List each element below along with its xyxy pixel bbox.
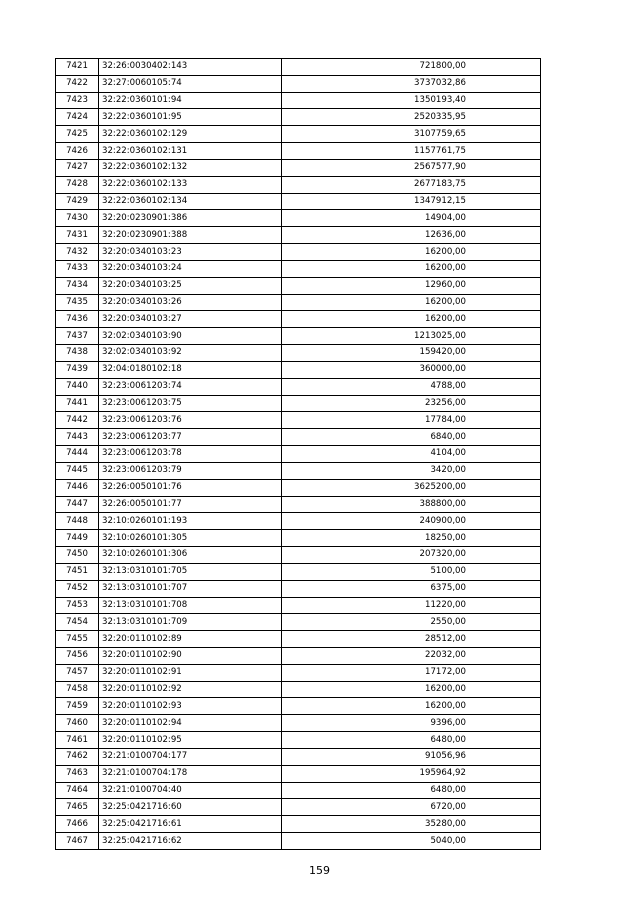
cadastral-value: 9396,00: [282, 715, 541, 732]
cadastral-value: 388800,00: [282, 496, 541, 513]
table-row: [56, 227, 541, 244]
cadastral-value: 1347912,15: [282, 193, 541, 210]
row-number: 7462: [56, 748, 99, 765]
cadastral-number: 32:22:0360102:129: [99, 126, 282, 143]
table-row: [56, 210, 541, 227]
cadastral-number: 32:13:0310101:705: [99, 563, 282, 580]
table-row: [56, 176, 541, 193]
table-row: [56, 159, 541, 176]
cadastral-value: 6480,00: [282, 782, 541, 799]
table-row: [56, 311, 541, 328]
row-number: 7426: [56, 143, 99, 160]
cadastral-value: 22032,00: [282, 647, 541, 664]
cadastral-number: 32:23:0061203:76: [99, 412, 282, 429]
cadastral-value: 207320,00: [282, 547, 541, 564]
cadastral-value: 16200,00: [282, 260, 541, 277]
row-number: 7425: [56, 126, 99, 143]
cadastral-value: 11220,00: [282, 597, 541, 614]
table-row: [56, 547, 541, 564]
table-row: [56, 748, 541, 765]
cadastral-value: 16200,00: [282, 698, 541, 715]
cadastral-number: 32:20:0340103:23: [99, 244, 282, 261]
row-number: 7460: [56, 715, 99, 732]
table-row: [56, 681, 541, 698]
table-row: [56, 126, 541, 143]
cadastral-number: 32:23:0061203:77: [99, 429, 282, 446]
table-row: [56, 92, 541, 109]
cadastral-number: 32:26:0030402:143: [99, 59, 282, 76]
table-row: [56, 446, 541, 463]
table-row: [56, 833, 541, 850]
row-number: 7438: [56, 345, 99, 362]
row-number: 7422: [56, 75, 99, 92]
row-number: 7448: [56, 513, 99, 530]
table-row: [56, 244, 541, 261]
table-row: [56, 631, 541, 648]
cadastral-number: 32:20:0340103:26: [99, 294, 282, 311]
row-number: 7465: [56, 799, 99, 816]
row-number: 7445: [56, 462, 99, 479]
row-number: 7424: [56, 109, 99, 126]
table-row: [56, 412, 541, 429]
row-number: 7457: [56, 664, 99, 681]
table-row: [56, 496, 541, 513]
row-number: 7434: [56, 277, 99, 294]
cadastral-number: 32:23:0061203:79: [99, 462, 282, 479]
cadastral-value: 3737032,86: [282, 75, 541, 92]
cadastral-value: 3420,00: [282, 462, 541, 479]
row-number: 7447: [56, 496, 99, 513]
cadastral-number: 32:21:0100704:178: [99, 765, 282, 782]
cadastral-number: 32:20:0230901:388: [99, 227, 282, 244]
cadastral-value: 16200,00: [282, 244, 541, 261]
row-number: 7458: [56, 681, 99, 698]
table-row: [56, 647, 541, 664]
table-row: [56, 429, 541, 446]
table-row: [56, 328, 541, 345]
cadastral-number: 32:20:0340103:24: [99, 260, 282, 277]
table-row: [56, 75, 541, 92]
cadastral-value: 12960,00: [282, 277, 541, 294]
row-number: 7464: [56, 782, 99, 799]
table-row: [56, 664, 541, 681]
cadastral-number: 32:22:0360102:131: [99, 143, 282, 160]
table-row: [56, 479, 541, 496]
cadastral-value: 1213025,00: [282, 328, 541, 345]
cadastral-value: 3625200,00: [282, 479, 541, 496]
cadastral-value: 28512,00: [282, 631, 541, 648]
table-row: [56, 715, 541, 732]
cadastral-value: 159420,00: [282, 345, 541, 362]
row-number: 7442: [56, 412, 99, 429]
cadastral-value: 240900,00: [282, 513, 541, 530]
table-row: [56, 59, 541, 76]
cadastral-value: 6840,00: [282, 429, 541, 446]
table-row: [56, 294, 541, 311]
table-row: [56, 563, 541, 580]
table-row: [56, 732, 541, 749]
cadastral-number: 32:02:0340103:92: [99, 345, 282, 362]
cadastral-value: 16200,00: [282, 681, 541, 698]
cadastral-value: 6375,00: [282, 580, 541, 597]
cadastral-number: 32:22:0360101:94: [99, 92, 282, 109]
cadastral-number: 32:20:0110102:94: [99, 715, 282, 732]
cadastral-value: 23256,00: [282, 395, 541, 412]
cadastral-number: 32:20:0340103:25: [99, 277, 282, 294]
table-row: [56, 614, 541, 631]
cadastral-value-table: [55, 58, 541, 850]
cadastral-value: 4104,00: [282, 446, 541, 463]
row-number: 7431: [56, 227, 99, 244]
table-row: [56, 260, 541, 277]
table-row: [56, 513, 541, 530]
row-number: 7449: [56, 530, 99, 547]
cadastral-value: 14904,00: [282, 210, 541, 227]
table-row: [56, 765, 541, 782]
cadastral-number: 32:25:0421716:61: [99, 816, 282, 833]
cadastral-number: 32:02:0340103:90: [99, 328, 282, 345]
cadastral-number: 32:21:0100704:177: [99, 748, 282, 765]
cadastral-value: 17172,00: [282, 664, 541, 681]
cadastral-number: 32:04:0180102:18: [99, 361, 282, 378]
cadastral-value: 12636,00: [282, 227, 541, 244]
row-number: 7456: [56, 647, 99, 664]
table-row: [56, 698, 541, 715]
table-row: [56, 361, 541, 378]
cadastral-value: 721800,00: [282, 59, 541, 76]
table-row: [56, 799, 541, 816]
row-number: 7429: [56, 193, 99, 210]
row-number: 7423: [56, 92, 99, 109]
table-row: [56, 395, 541, 412]
row-number: 7461: [56, 732, 99, 749]
cadastral-number: 32:21:0100704:40: [99, 782, 282, 799]
cadastral-number: 32:25:0421716:60: [99, 799, 282, 816]
cadastral-value: 360000,00: [282, 361, 541, 378]
cadastral-number: 32:20:0110102:90: [99, 647, 282, 664]
cadastral-value: 6720,00: [282, 799, 541, 816]
cadastral-number: 32:26:0050101:76: [99, 479, 282, 496]
row-number: 7433: [56, 260, 99, 277]
cadastral-number: 32:27:0060105:74: [99, 75, 282, 92]
table-row: [56, 378, 541, 395]
cadastral-value: 35280,00: [282, 816, 541, 833]
cadastral-value: 3107759,65: [282, 126, 541, 143]
row-number: 7421: [56, 59, 99, 76]
row-number: 7453: [56, 597, 99, 614]
table-row: [56, 597, 541, 614]
cadastral-number: 32:20:0340103:27: [99, 311, 282, 328]
cadastral-number: 32:22:0360101:95: [99, 109, 282, 126]
row-number: 7451: [56, 563, 99, 580]
table-row: [56, 782, 541, 799]
row-number: 7427: [56, 159, 99, 176]
cadastral-number: 32:10:0260101:305: [99, 530, 282, 547]
table-row: [56, 816, 541, 833]
table-row: [56, 580, 541, 597]
cadastral-number: 32:20:0110102:93: [99, 698, 282, 715]
page-number: 159: [309, 864, 330, 877]
cadastral-value: 195964,92: [282, 765, 541, 782]
cadastral-number: 32:20:0230901:386: [99, 210, 282, 227]
cadastral-number: 32:20:0110102:89: [99, 631, 282, 648]
row-number: 7437: [56, 328, 99, 345]
cadastral-number: 32:25:0421716:62: [99, 833, 282, 850]
table-row: [56, 193, 541, 210]
cadastral-number: 32:26:0050101:77: [99, 496, 282, 513]
cadastral-number: 32:20:0110102:92: [99, 681, 282, 698]
row-number: 7435: [56, 294, 99, 311]
row-number: 7440: [56, 378, 99, 395]
row-number: 7439: [56, 361, 99, 378]
cadastral-number: 32:22:0360102:132: [99, 159, 282, 176]
cadastral-number: 32:23:0061203:75: [99, 395, 282, 412]
table-row: [56, 109, 541, 126]
table-row: [56, 143, 541, 160]
cadastral-number: 32:20:0110102:91: [99, 664, 282, 681]
cadastral-value: 16200,00: [282, 294, 541, 311]
row-number: 7452: [56, 580, 99, 597]
row-number: 7459: [56, 698, 99, 715]
cadastral-value: 1350193,40: [282, 92, 541, 109]
row-number: 7430: [56, 210, 99, 227]
cadastral-number: 32:22:0360102:134: [99, 193, 282, 210]
row-number: 7450: [56, 547, 99, 564]
cadastral-value: 5100,00: [282, 563, 541, 580]
cadastral-value: 18250,00: [282, 530, 541, 547]
cadastral-value: 2677183,75: [282, 176, 541, 193]
table-row: [56, 462, 541, 479]
table-body: [56, 59, 541, 850]
row-number: 7443: [56, 429, 99, 446]
row-number: 7444: [56, 446, 99, 463]
cadastral-value: 5040,00: [282, 833, 541, 850]
cadastral-number: 32:13:0310101:709: [99, 614, 282, 631]
row-number: 7455: [56, 631, 99, 648]
cadastral-number: 32:23:0061203:74: [99, 378, 282, 395]
cadastral-value: 17784,00: [282, 412, 541, 429]
cadastral-number: 32:22:0360102:133: [99, 176, 282, 193]
cadastral-value: 2550,00: [282, 614, 541, 631]
cadastral-number: 32:20:0110102:95: [99, 732, 282, 749]
cadastral-number: 32:23:0061203:78: [99, 446, 282, 463]
row-number: 7432: [56, 244, 99, 261]
cadastral-number: 32:13:0310101:707: [99, 580, 282, 597]
cadastral-value: 2520335,95: [282, 109, 541, 126]
cadastral-value: 16200,00: [282, 311, 541, 328]
row-number: 7441: [56, 395, 99, 412]
row-number: 7463: [56, 765, 99, 782]
cadastral-value: 91056,96: [282, 748, 541, 765]
cadastral-value: 6480,00: [282, 732, 541, 749]
table-row: [56, 530, 541, 547]
row-number: 7436: [56, 311, 99, 328]
cadastral-number: 32:10:0260101:193: [99, 513, 282, 530]
row-number: 7454: [56, 614, 99, 631]
cadastral-value: 2567577,90: [282, 159, 541, 176]
table-row: [56, 345, 541, 362]
cadastral-number: 32:10:0260101:306: [99, 547, 282, 564]
cadastral-value: 1157761,75: [282, 143, 541, 160]
cadastral-number: 32:13:0310101:708: [99, 597, 282, 614]
row-number: 7446: [56, 479, 99, 496]
cadastral-value: 4788,00: [282, 378, 541, 395]
table-row: [56, 277, 541, 294]
row-number: 7467: [56, 833, 99, 850]
row-number: 7428: [56, 176, 99, 193]
row-number: 7466: [56, 816, 99, 833]
